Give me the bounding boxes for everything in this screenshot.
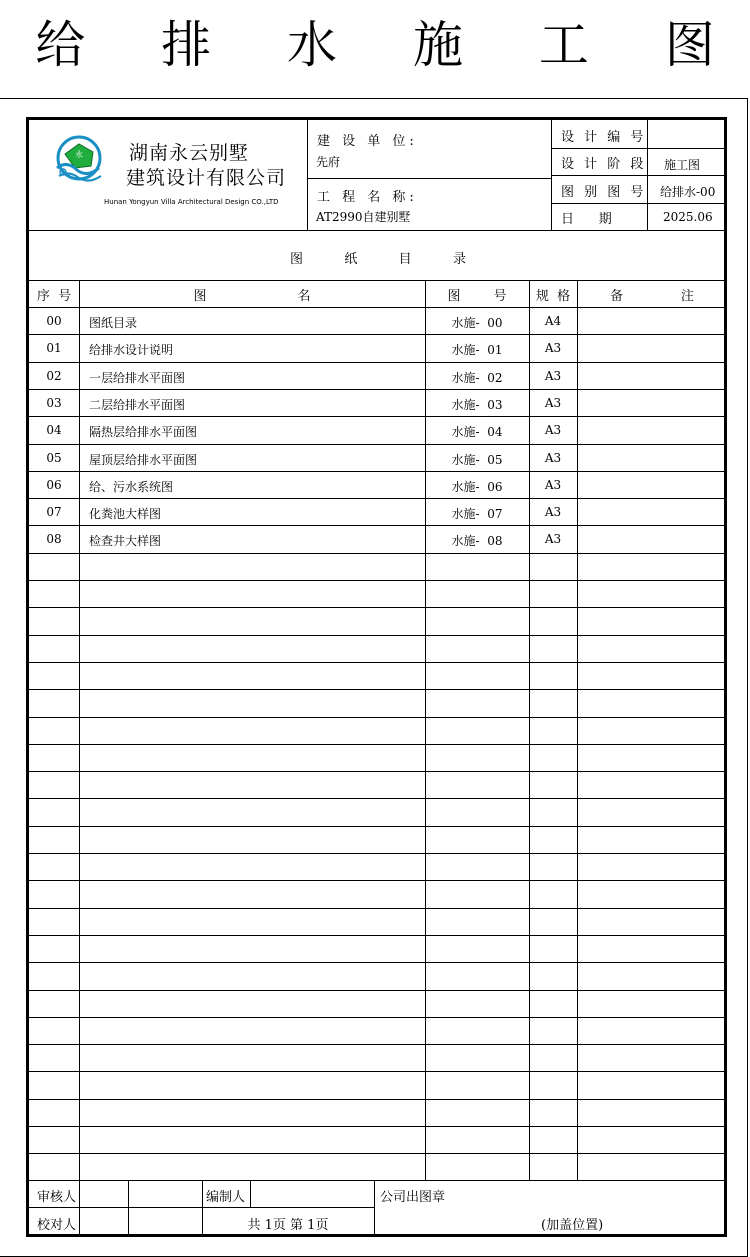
row-line	[29, 498, 727, 499]
project-name-value: AT2990自建别墅	[316, 210, 411, 224]
row-seq: 05	[46, 450, 62, 465]
row-line	[29, 771, 727, 772]
row-line	[29, 826, 727, 827]
row-number: 水施- 02	[451, 370, 503, 385]
row-name: 给排水设计说明	[89, 343, 174, 358]
header-divider	[551, 175, 727, 176]
design-no-label: 设 计 编 号	[561, 130, 647, 145]
row-seq: 06	[46, 477, 62, 492]
row-size: A3	[544, 532, 562, 547]
row-line	[29, 553, 727, 554]
header-divider	[551, 203, 727, 204]
stage-value: 施工图	[664, 158, 701, 172]
footer-divider	[29, 1180, 727, 1181]
date-label: 日 期	[561, 212, 612, 227]
row-line	[29, 362, 727, 363]
row-size: A3	[544, 341, 562, 356]
row-line	[29, 689, 727, 690]
row-line	[29, 1126, 727, 1127]
row-line	[29, 334, 727, 335]
row-number: 水施- 03	[451, 397, 503, 412]
row-seq: 08	[46, 532, 62, 547]
stamp-placement-hint: (加盖位置)	[541, 1218, 604, 1233]
page-title: 给 排 水 施 工 图	[35, 16, 745, 74]
header-divider	[551, 148, 727, 149]
company-name-line2: 建筑设计有限公司	[126, 167, 287, 189]
footer-divider	[79, 1180, 80, 1237]
row-line	[29, 1099, 727, 1100]
reviewer-label: 审核人	[37, 1190, 77, 1205]
footer-divider	[128, 1180, 129, 1237]
row-name: 检查井大样图	[89, 534, 162, 549]
column-header-number: 图 号	[447, 289, 507, 304]
project-name-label: 工 程 名 称:	[317, 190, 418, 205]
catalog-heading: 图 纸 目 录	[290, 252, 466, 267]
row-name: 化粪池大样图	[89, 507, 162, 522]
stage-label: 设 计 阶 段	[561, 157, 647, 172]
row-size: A4	[544, 314, 562, 328]
row-line	[29, 389, 727, 390]
row-name: 给、污水系统图	[89, 479, 174, 494]
row-size: A3	[544, 395, 562, 410]
row-line	[29, 798, 727, 799]
drawing-sheet	[26, 117, 727, 1237]
row-line	[29, 471, 727, 472]
svg-text:永: 永	[75, 150, 83, 159]
row-line	[29, 662, 727, 663]
row-line	[29, 990, 727, 991]
row-name: 隔热层给排水平面图	[89, 425, 198, 440]
header-divider	[307, 120, 308, 230]
row-size: A3	[544, 477, 562, 492]
row-line	[29, 962, 727, 963]
row-seq: 02	[46, 368, 62, 383]
row-name: 二层给排水平面图	[89, 397, 186, 412]
column-header-remark: 备 注	[610, 289, 694, 304]
company-name-english: Hunan Yongyun Villa Architectural Design CO.,LTD	[104, 198, 279, 206]
row-number: 水施- 00	[451, 316, 503, 330]
header-divider	[307, 178, 551, 179]
row-line	[29, 416, 727, 417]
proofreader-label: 校对人	[37, 1218, 77, 1233]
row-name: 屋顶层给排水平面图	[89, 452, 198, 467]
client-value: 先府	[316, 155, 341, 169]
row-seq: 00	[46, 314, 62, 328]
section-divider	[29, 307, 727, 308]
compiler-label: 编制人	[206, 1190, 246, 1205]
row-line	[29, 717, 727, 718]
column-header-seq: 序 号	[36, 289, 72, 304]
section-divider	[29, 230, 727, 231]
company-logo-icon	[53, 134, 109, 186]
row-line	[29, 1153, 727, 1154]
row-line	[29, 607, 727, 608]
row-line	[29, 908, 727, 909]
row-size: A3	[544, 505, 562, 520]
page-count: 共 1页 第 1页	[247, 1218, 329, 1233]
row-seq: 07	[46, 505, 62, 520]
row-seq: 01	[46, 341, 62, 356]
row-line	[29, 1044, 727, 1045]
row-line	[29, 1017, 727, 1018]
footer-divider	[250, 1180, 251, 1207]
row-seq: 04	[46, 423, 62, 438]
row-line	[29, 635, 727, 636]
column-header-size: 规 格	[535, 289, 571, 304]
company-name-line1: 湖南永云别墅	[129, 142, 250, 164]
row-line	[29, 744, 727, 745]
date-value: 2025.06	[663, 210, 713, 224]
row-size: A3	[544, 450, 562, 465]
client-label: 建 设 单 位:	[317, 134, 418, 149]
column-header-name: 图 名	[193, 289, 311, 304]
row-number: 水施- 05	[451, 452, 503, 467]
row-number: 水施- 07	[451, 507, 503, 522]
row-size: A3	[544, 423, 562, 438]
row-name: 图纸目录	[89, 316, 138, 330]
row-number: 水施- 04	[451, 425, 503, 440]
row-size: A3	[544, 368, 562, 383]
row-line	[29, 580, 727, 581]
section-divider	[29, 280, 727, 281]
stamp-label: 公司出图章	[380, 1190, 446, 1205]
drawing-no-value: 给排水-00	[660, 185, 716, 199]
row-seq: 03	[46, 395, 62, 410]
row-line	[29, 935, 727, 936]
row-line	[29, 525, 727, 526]
row-line	[29, 880, 727, 881]
row-line	[29, 444, 727, 445]
row-line	[29, 853, 727, 854]
row-name: 一层给排水平面图	[89, 370, 186, 385]
row-number: 水施- 08	[451, 534, 503, 549]
row-number: 水施- 01	[451, 343, 503, 358]
footer-divider	[374, 1180, 375, 1237]
drawing-no-label: 图 别 图 号	[561, 185, 647, 200]
row-line	[29, 1071, 727, 1072]
row-number: 水施- 06	[451, 479, 503, 494]
